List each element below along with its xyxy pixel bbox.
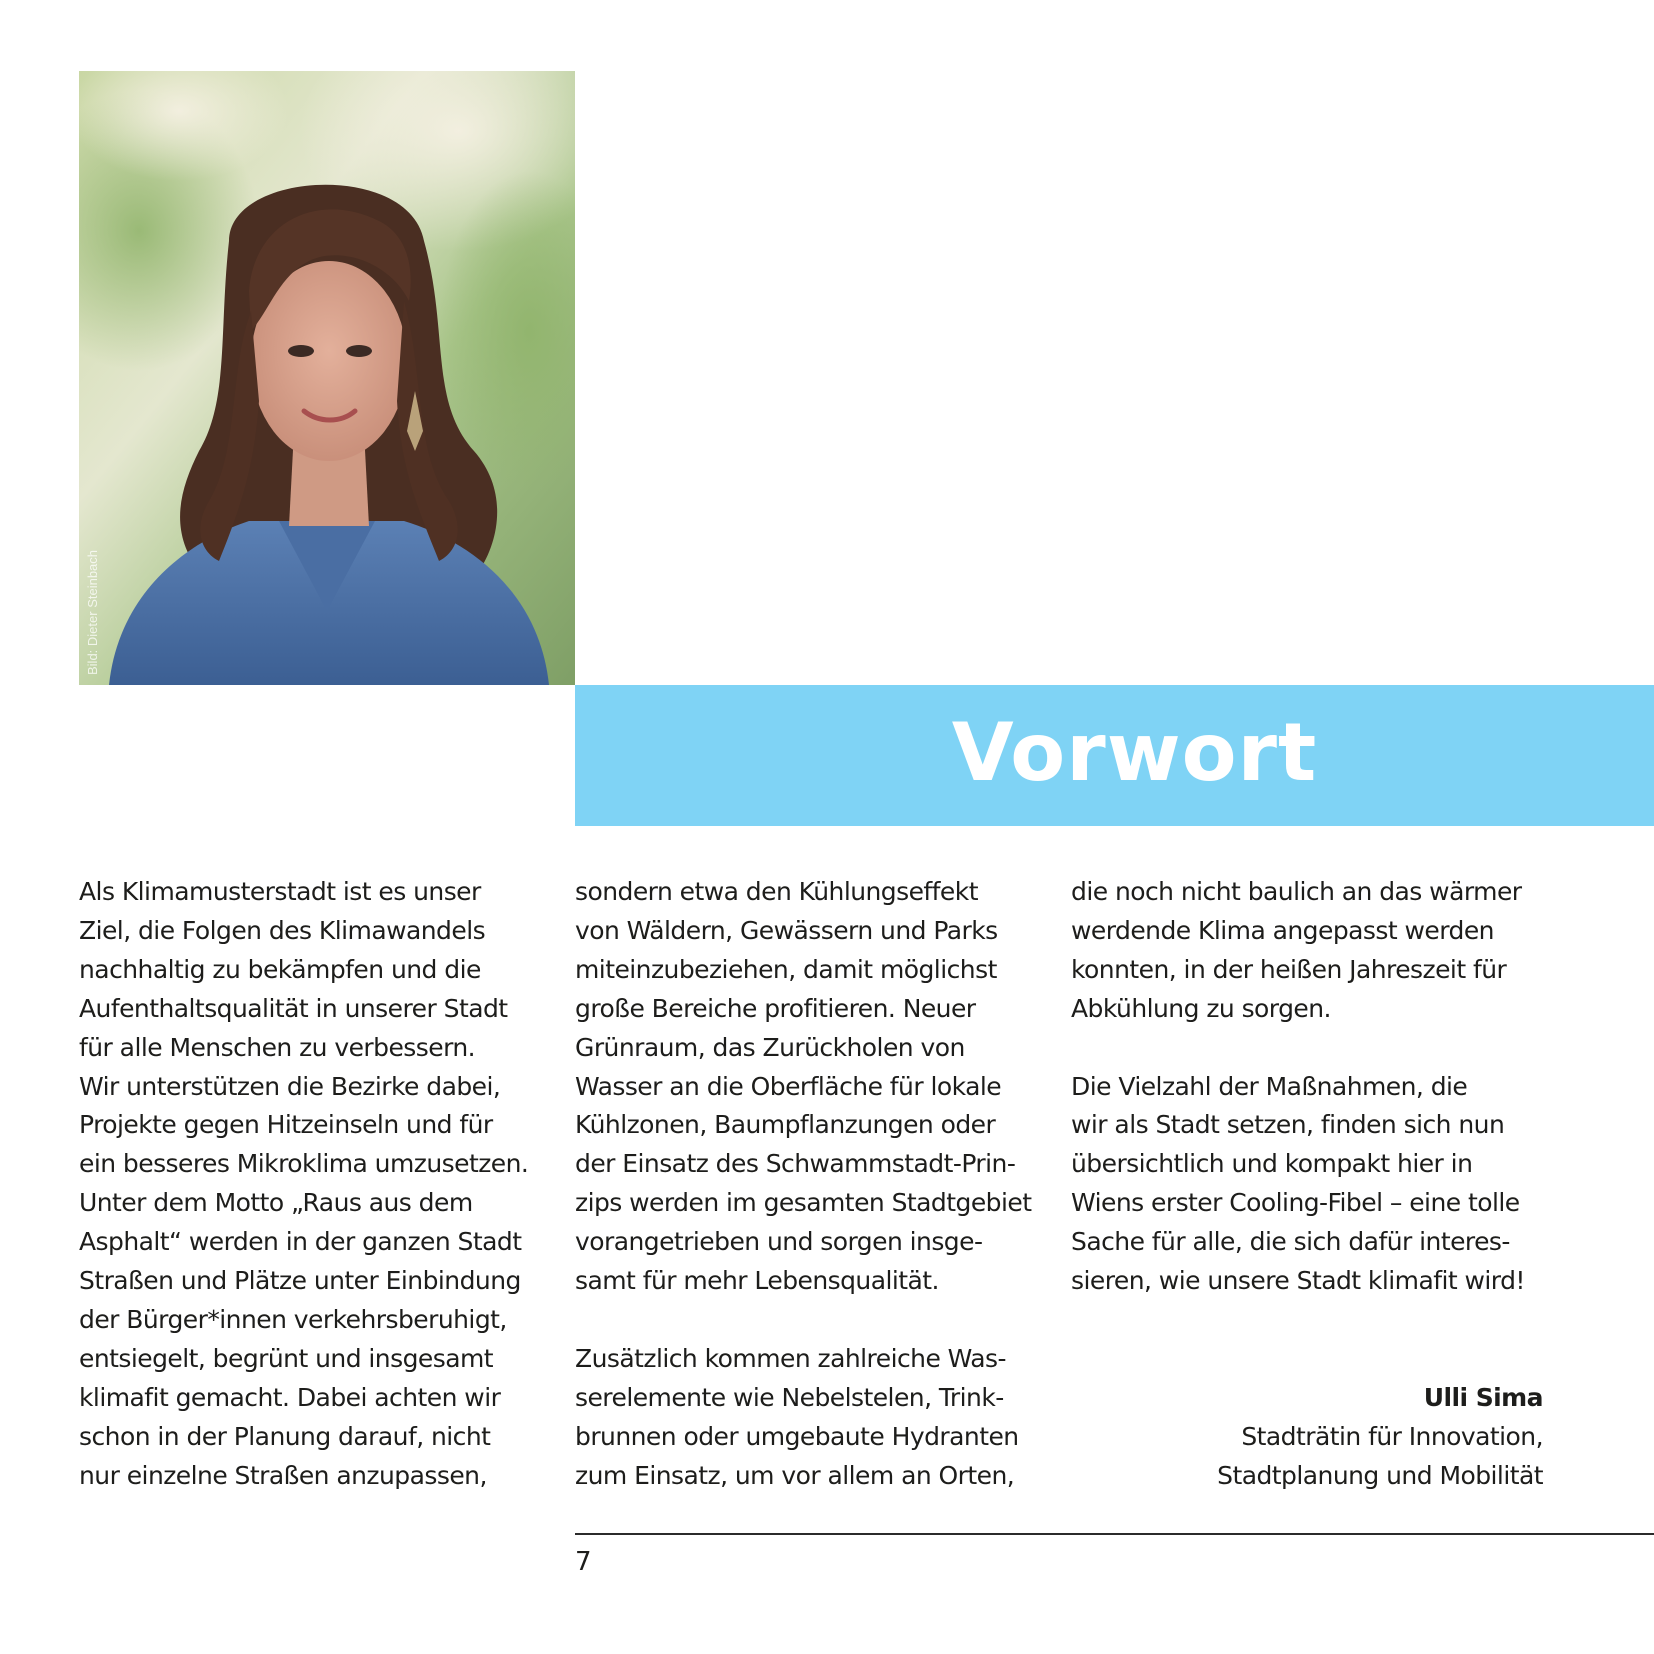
text-line: Als Klimamusterstadt ist es unser bbox=[79, 877, 481, 906]
text-line: wir als Stadt setzen, finden sich nun bbox=[1071, 1110, 1505, 1140]
text-line: brunnen oder umgebaute Hydranten bbox=[575, 1421, 1019, 1451]
text-line: zum Einsatz, um vor allem an Orten, bbox=[575, 1460, 1015, 1490]
text-column-3 bbox=[1071, 873, 1546, 1301]
text-line: vorangetrieben und sorgen insge- bbox=[575, 1227, 983, 1257]
footer-divider bbox=[575, 1533, 1654, 1535]
signature-name: Ulli Sima bbox=[1423, 1383, 1543, 1412]
text-line: nachhaltig zu bekämpfen und die bbox=[79, 954, 481, 984]
text-line: Asphalt“ werden in der ganzen Stadt bbox=[79, 1227, 522, 1257]
text-line: Sache für alle, die sich dafür interes- bbox=[1071, 1227, 1510, 1257]
text-line: werdende Klima angepasst werden bbox=[1071, 915, 1494, 945]
photo-credit: Bild: Dieter Steinbach bbox=[85, 549, 100, 675]
text-line: miteinzubeziehen, damit möglichst bbox=[575, 954, 997, 984]
text-line: Unter dem Motto „Raus aus dem bbox=[79, 1188, 473, 1218]
text-line: Wasser an die Oberfläche für lokale bbox=[575, 1071, 1002, 1101]
paragraph bbox=[575, 873, 1050, 1301]
text-line: die noch nicht baulich an das wärmer bbox=[1071, 877, 1522, 906]
signature-role-line-1: Stadträtin für Innovation, bbox=[1241, 1421, 1543, 1451]
text-line: Zusätzlich kommen zahlreiche Was- bbox=[575, 1343, 1006, 1373]
page-title: Vorwort bbox=[951, 706, 1318, 799]
text-line: Projekte gegen Hitzeinseln und für bbox=[79, 1110, 493, 1140]
title-bar bbox=[575, 685, 1654, 826]
text-line: sieren, wie unsere Stadt klimafit wird! bbox=[1071, 1266, 1525, 1296]
signature-role-line-2: Stadtplanung und Mobilität bbox=[1217, 1460, 1543, 1490]
text-line: Straßen und Plätze unter Einbindung bbox=[79, 1266, 521, 1296]
text-line: für alle Menschen zu verbessern. bbox=[79, 1032, 476, 1062]
text-line: Kühlzonen, Baumpflanzungen oder bbox=[575, 1110, 996, 1140]
paragraph bbox=[575, 1340, 1050, 1496]
text-column-1 bbox=[79, 873, 554, 1496]
text-line: ein besseres Mikroklima umzusetzen. bbox=[79, 1149, 529, 1179]
text-line: der Bürger*innen verkehrsberuhigt, bbox=[79, 1304, 507, 1334]
text-column-2 bbox=[575, 873, 1050, 1495]
text-line: samt für mehr Lebensqualität. bbox=[575, 1266, 939, 1296]
text-line: klimafit gemacht. Dabei achten wir bbox=[79, 1382, 501, 1412]
text-line: übersichtlich und kompakt hier in bbox=[1071, 1149, 1473, 1179]
text-line: Wir unterstützen die Bezirke dabei, bbox=[79, 1071, 501, 1101]
text-line: nur einzelne Straßen anzupassen, bbox=[79, 1460, 487, 1490]
paragraph bbox=[1071, 1068, 1546, 1301]
text-line: schon in der Planung darauf, nicht bbox=[79, 1421, 491, 1451]
text-line: Abkühlung zu sorgen. bbox=[1071, 993, 1331, 1023]
text-line: Wiens erster Cooling-Fibel – eine tolle bbox=[1071, 1188, 1520, 1218]
portrait-photo bbox=[79, 71, 575, 685]
paragraph bbox=[79, 873, 554, 1496]
text-line: der Einsatz des Schwammstadt-Prin- bbox=[575, 1149, 1016, 1179]
text-line: große Bereiche profitieren. Neuer bbox=[575, 993, 976, 1023]
page-number: 7 bbox=[575, 1547, 592, 1577]
text-line: entsiegelt, begrünt und insgesamt bbox=[79, 1343, 494, 1373]
text-line: Die Vielzahl der Maßnahmen, die bbox=[1071, 1071, 1468, 1101]
text-line: serelemente wie Nebelstelen, Trink- bbox=[575, 1382, 1004, 1412]
text-line: Ziel, die Folgen des Klimawandels bbox=[79, 915, 486, 945]
signature-block bbox=[1217, 1379, 1543, 1496]
text-line: Grünraum, das Zurückholen von bbox=[575, 1032, 965, 1062]
text-line: zips werden im gesamten Stadtgebiet bbox=[575, 1188, 1032, 1218]
paragraph bbox=[1071, 873, 1546, 1029]
text-line: von Wäldern, Gewässern und Parks bbox=[575, 915, 998, 945]
text-line: sondern etwa den Kühlungseffekt bbox=[575, 877, 978, 906]
text-line: Aufenthaltsqualität in unserer Stadt bbox=[79, 993, 508, 1023]
text-line: konnten, in der heißen Jahreszeit für bbox=[1071, 954, 1507, 984]
